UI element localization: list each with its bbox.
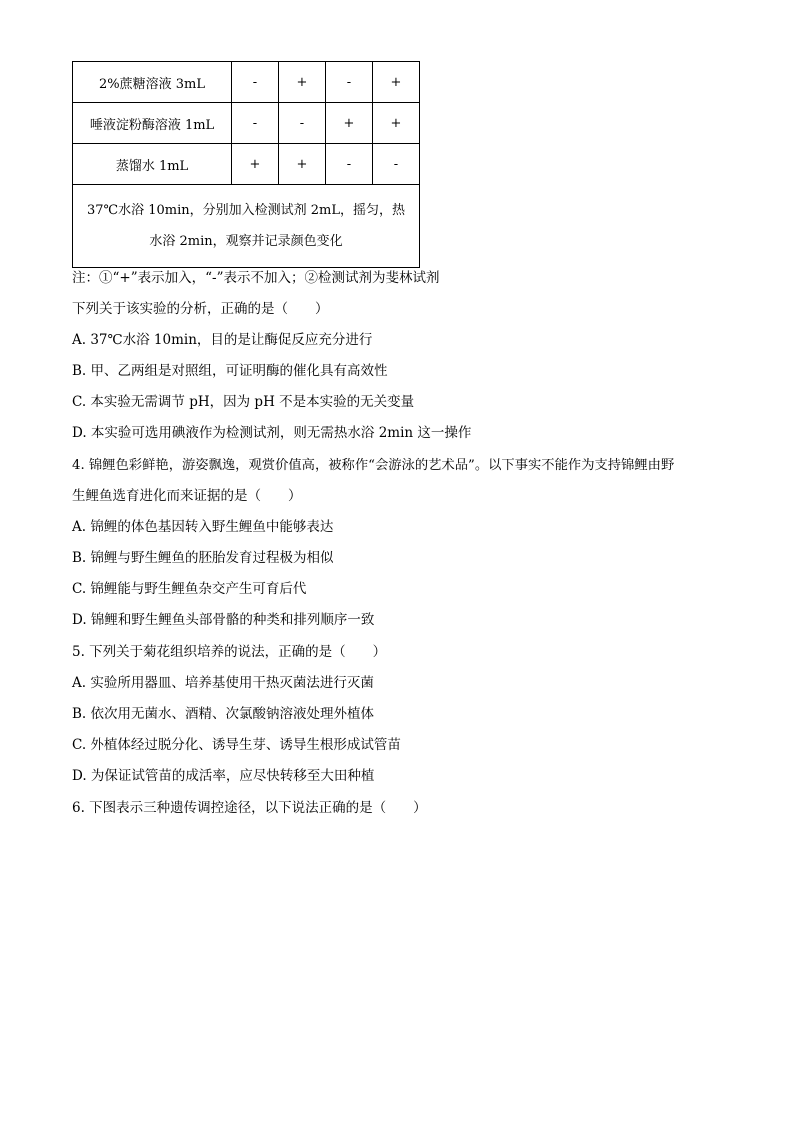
table-cell: +: [373, 62, 420, 103]
question-3-option-a: A. 37℃水浴 10min，目的是让酶促反应充分进行: [72, 332, 373, 348]
experiment-table: [72, 61, 420, 268]
table-cell: +: [373, 103, 420, 144]
table-cell: -: [326, 144, 373, 185]
question-4-option-a: A. 锦鲤的体色基因转入野生鲤鱼中能够表达: [72, 519, 334, 535]
table-cell: -: [326, 62, 373, 103]
table-cell: -: [232, 62, 279, 103]
table-cell: +: [279, 144, 326, 185]
table-cell: +: [279, 62, 326, 103]
question-6-stem: 6. 下图表示三种遗传调控途径，以下说法正确的是（ ）: [72, 800, 427, 816]
table-row: [73, 144, 420, 185]
question-4-stem-continued: 生鲤鱼选育进化而来证据的是（ ）: [72, 488, 302, 504]
table-footer-line: 37℃水浴 10min，分别加入检测试剂 2mL，摇匀，热: [87, 203, 405, 218]
table-note: 注：①“+”表示加入，“-”表示不加入；②检测试剂为斐林试剂: [72, 270, 440, 286]
question-5-option-a: A. 实验所用器皿、培养基使用干热灭菌法进行灭菌: [72, 675, 374, 691]
table-row: [73, 103, 420, 144]
table-cell: +: [232, 144, 279, 185]
table-footer: [73, 185, 420, 268]
row-label: 蒸馏水 1mL: [73, 144, 232, 185]
question-3-option-d: D. 本实验可选用碘液作为检测试剂，则无需热水浴 2min 这一操作: [72, 425, 472, 441]
row-label: 2%蔗糖溶液 3mL: [73, 62, 232, 103]
question-5-option-b: B. 依次用无菌水、酒精、次氯酸钠溶液处理外植体: [72, 706, 375, 722]
question-5-option-d: D. 为保证试管苗的成活率，应尽快转移至大田种植: [72, 768, 375, 784]
question-3-option-c: C. 本实验无需调节 pH，因为 pH 不是本实验的无关变量: [72, 394, 415, 410]
question-4-stem: 4. 锦鲤色彩鲜艳，游姿飘逸，观赏价值高，被称作“会游泳的艺术品”。以下事实不能作为支持锦鲤由野: [72, 458, 675, 473]
question-5-stem: 5. 下列关于菊花组织培养的说法，正确的是（ ）: [72, 644, 387, 660]
table-row: [73, 62, 420, 103]
table-footer-row: [73, 185, 420, 268]
question-3-stem: 下列关于该实验的分析，正确的是（ ）: [72, 301, 329, 317]
question-4-option-d: D. 锦鲤和野生鲤鱼头部骨骼的种类和排列顺序一致: [72, 612, 375, 628]
question-3-option-b: B. 甲、乙两组是对照组，可证明酶的催化具有高效性: [72, 363, 388, 379]
question-5-option-c: C. 外植体经过脱分化、诱导生芽、诱导生根形成试管苗: [72, 737, 401, 753]
table-footer-line: 水浴 2min，观察并记录颜色变化: [149, 234, 343, 249]
row-label: 唾液淀粉酶溶液 1mL: [73, 103, 232, 144]
table-cell: -: [232, 103, 279, 144]
table-cell: +: [326, 103, 373, 144]
question-4-option-b: B. 锦鲤与野生鲤鱼的胚胎发育过程极为相似: [72, 550, 334, 566]
table-cell: -: [373, 144, 420, 185]
table-cell: -: [279, 103, 326, 144]
question-4-option-c: C. 锦鲤能与野生鲤鱼杂交产生可育后代: [72, 581, 307, 597]
